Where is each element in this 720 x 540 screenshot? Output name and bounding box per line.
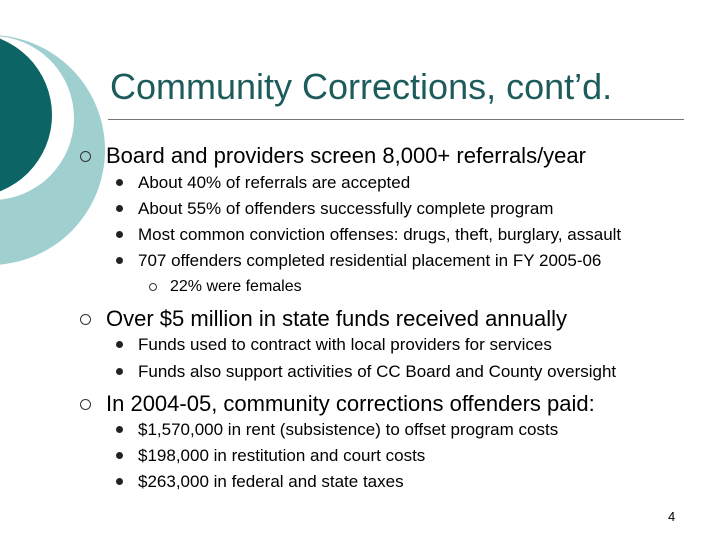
bullet-ring (80, 399, 91, 410)
slide-title: Community Corrections, cont’d. (110, 66, 613, 107)
bullet-dot (116, 478, 123, 485)
bullet-dot (116, 341, 123, 348)
page-number: 4 (668, 509, 676, 524)
bullet-small-ring (149, 283, 157, 291)
bullet-dot (116, 205, 123, 212)
list-item: $198,000 in restitution and court costs (138, 446, 426, 465)
list-item: About 40% of referrals are accepted (138, 173, 411, 192)
list-item: Funds also support activities of CC Board and County oversight (138, 362, 617, 381)
bullet-dot (116, 368, 123, 375)
bullet-dot (116, 231, 123, 238)
bullet-ring (80, 314, 91, 325)
list-item: About 55% of offenders successfully complete program (138, 199, 554, 218)
bullet-dot (116, 426, 123, 433)
title-divider (108, 119, 684, 120)
sub-list-item: 22% were females (170, 278, 302, 295)
section-heading: In 2004-05, community corrections offenders paid: (106, 391, 595, 416)
list-item: Most common conviction offenses: drugs, theft, burglary, assault (138, 225, 622, 244)
list-item: 707 offenders completed residential placement in FY 2005-06 (138, 251, 602, 270)
list-item: $263,000 in federal and state taxes (138, 472, 404, 491)
list-item: Funds used to contract with local providers for services (138, 335, 552, 354)
bullet-dot (116, 452, 123, 459)
section-heading: Board and providers screen 8,000+ referrals/year (106, 143, 586, 168)
bullet-ring (80, 151, 91, 162)
bullet-dot (116, 257, 123, 264)
section-heading: Over $5 million in state funds received annually (106, 306, 568, 331)
list-item: $1,570,000 in rent (subsistence) to offset program costs (138, 420, 559, 439)
bullet-dot (116, 179, 123, 186)
